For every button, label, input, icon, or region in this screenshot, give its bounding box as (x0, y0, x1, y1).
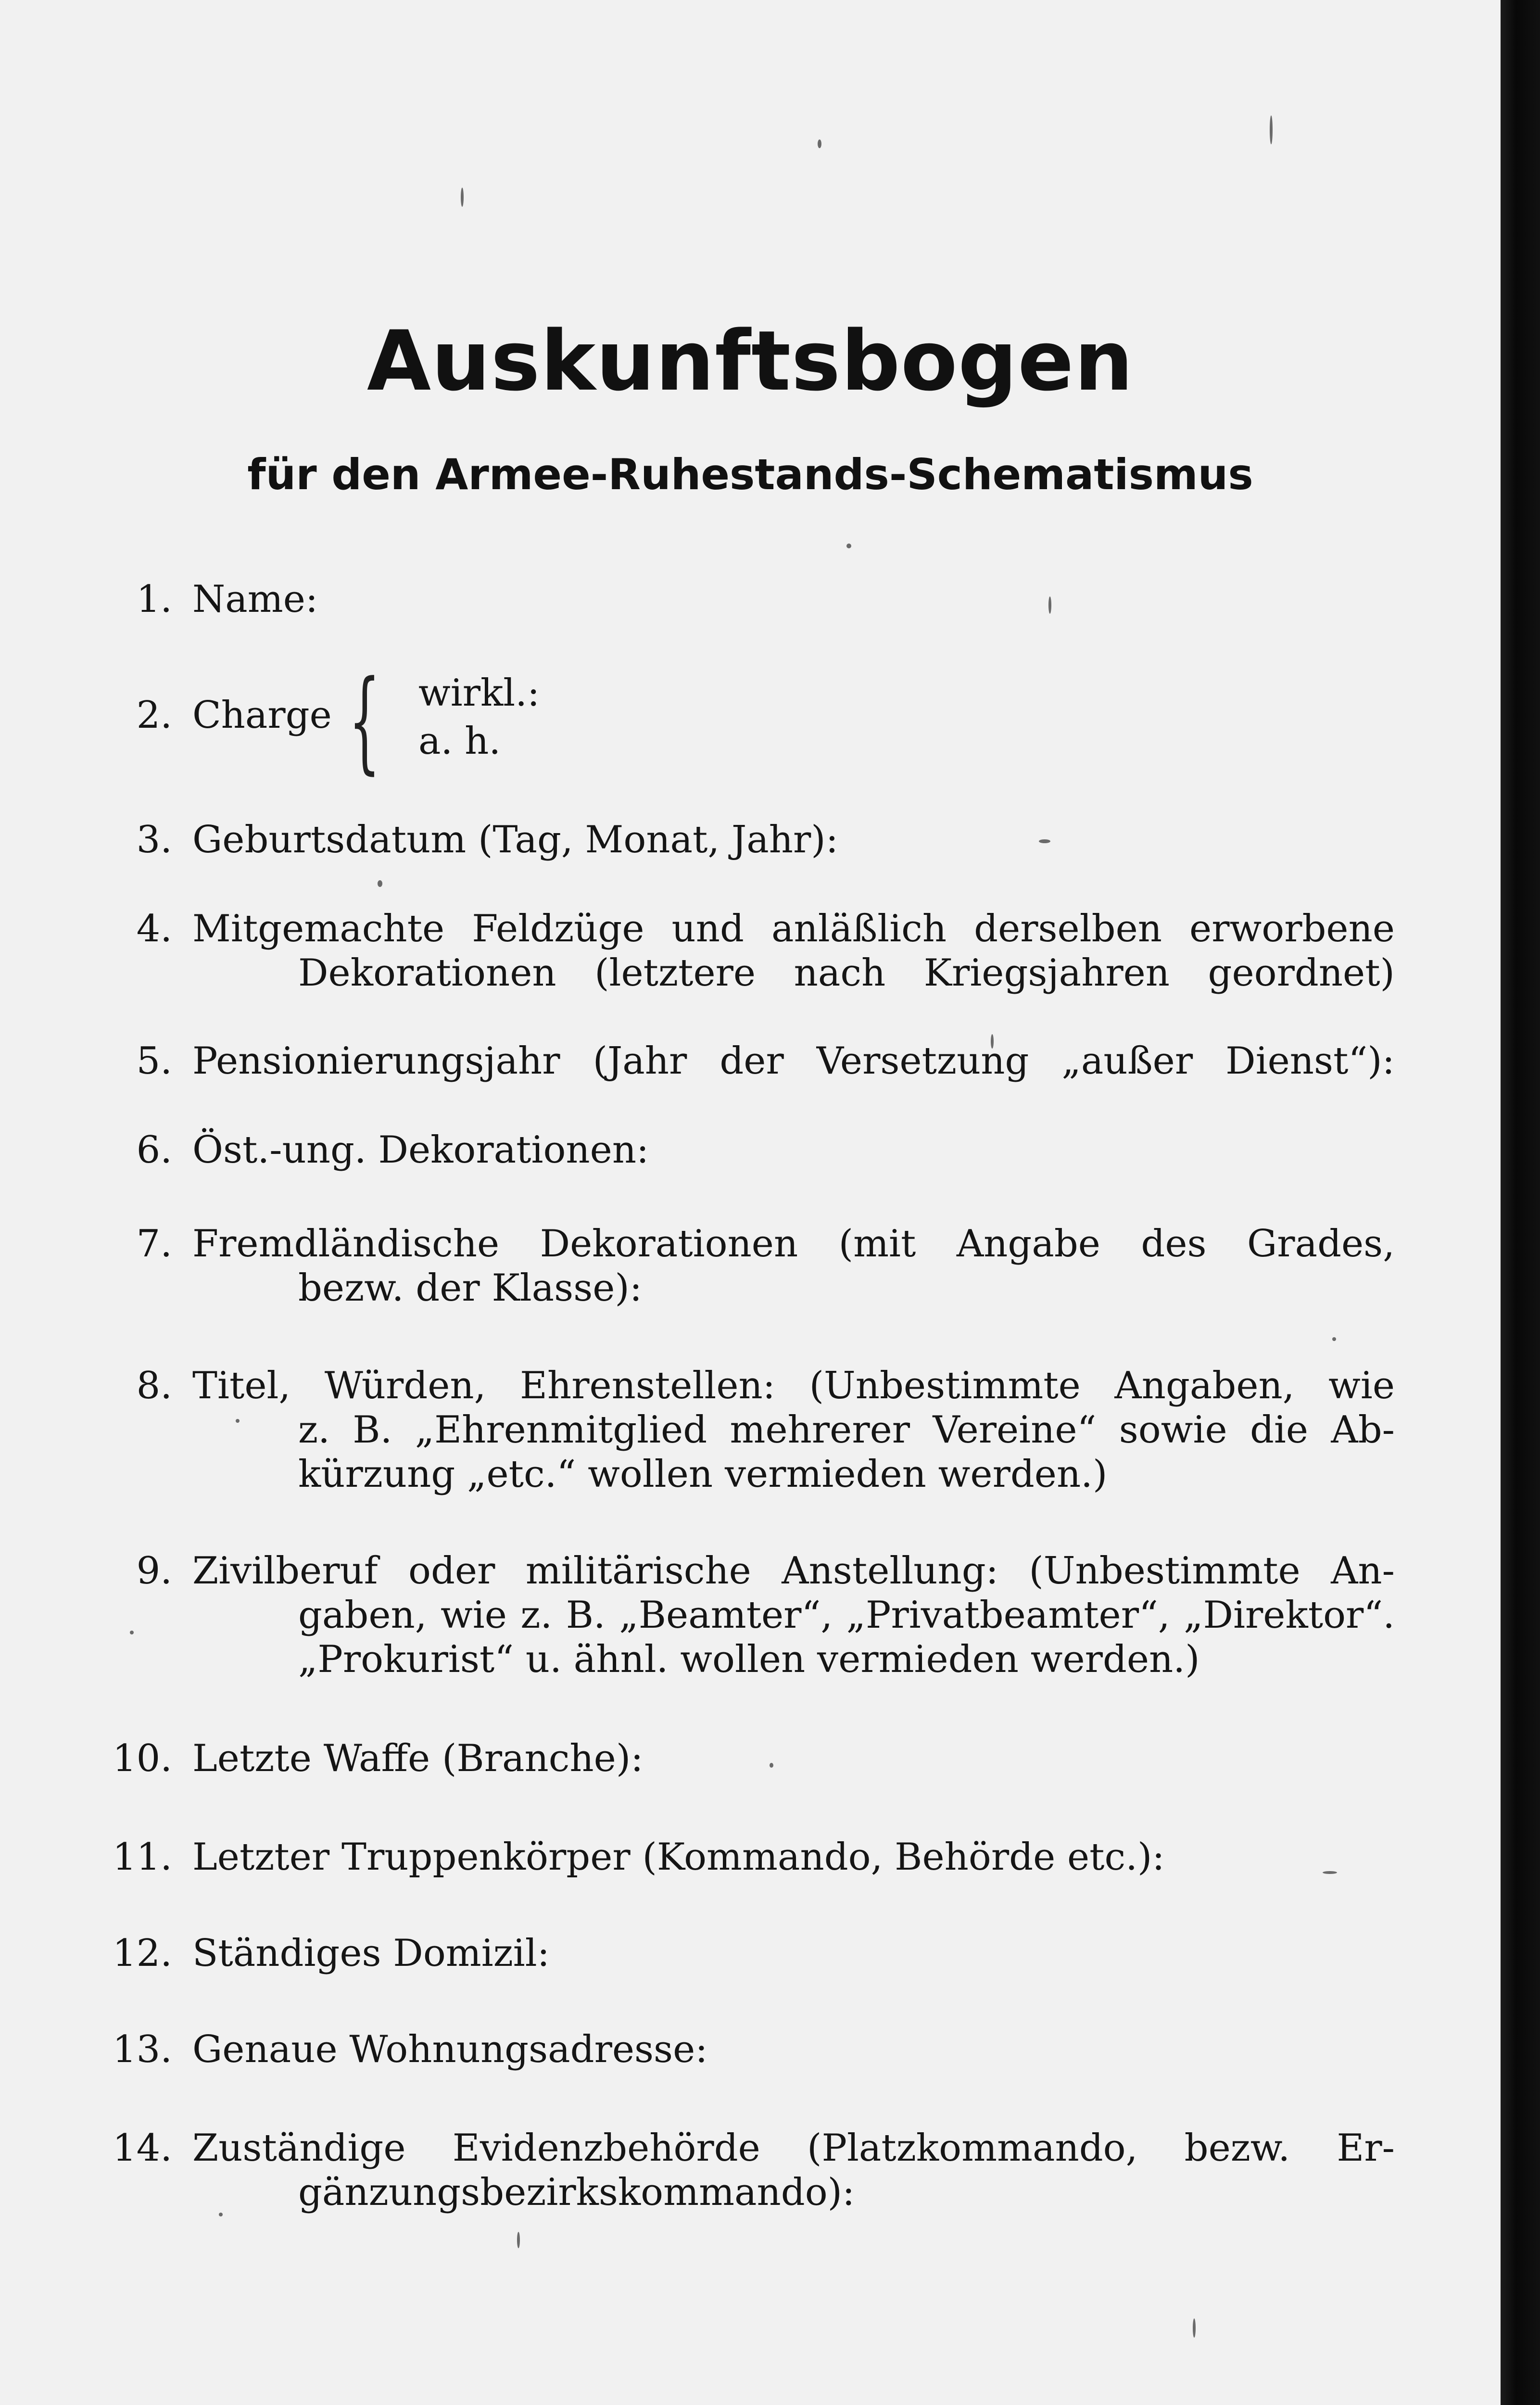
form-subtitle: für den Armee-Ruhestands-Schematismus (247, 450, 1253, 499)
item-text: Fremdländische Dekorationen (mit Angabe des Grades, (192, 1222, 1395, 1266)
scan-speck (1332, 1337, 1336, 1341)
item-text: gaben, wie z. B. „Beamter“, „Privatbeamter“, „Direktor“. (298, 1594, 1395, 1637)
item-number: 14. (112, 2127, 172, 2170)
scan-speck (130, 1631, 134, 1634)
form-title: Auskunftsbogen (366, 313, 1134, 409)
item-text: Geburtsdatum (Tag, Monat, Jahr): (192, 818, 838, 861)
brace-symbol: { (349, 657, 380, 785)
scan-dark-edge (1501, 0, 1540, 2405)
item-text: Zuständige Evidenzbehörde (Platzkommando, bezw. Er- (192, 2127, 1395, 2170)
item-number: 9. (136, 1549, 172, 1593)
item-number: 4. (136, 907, 172, 950)
scan-speck (846, 544, 851, 548)
scan-speck (1193, 2318, 1196, 2338)
charge-option-ah: a. h. (418, 720, 501, 763)
item-text: Ständiges Domizil: (192, 1932, 550, 1975)
scan-speck (517, 2232, 520, 2248)
item-text: Genaue Wohnungsadresse: (192, 2028, 708, 2071)
item-text: Öst.-ung. Dekorationen: (192, 1128, 649, 1172)
item-text: „Prokurist“ u. ähnl. wollen vermieden werden.) (298, 1638, 1200, 1681)
item-number: 5. (136, 1039, 172, 1083)
item-number: 6. (136, 1128, 172, 1172)
charge-option-wirkl: wirkl.: (418, 671, 540, 715)
item-text: Dekorationen (letztere nach Kriegsjahren geordnet) (298, 951, 1395, 995)
field-charge (106, 657, 1395, 785)
item-number: 3. (136, 818, 172, 861)
item-text: Titel, Würden, Ehrenstellen: (Unbestimmte Angaben, wie (192, 1364, 1395, 1407)
item-number: 12. (112, 1932, 172, 1975)
scan-speck (461, 188, 464, 207)
item-text: Pensionierungsjahr (Jahr der Versetzung „außer Dienst“): (192, 1039, 1395, 1083)
scan-speck (1270, 115, 1273, 144)
item-number: 13. (112, 2028, 172, 2071)
charge-label: Charge (192, 694, 332, 737)
item-text: Letzter Truppenkörper (Kommando, Behörde etc.): (192, 1835, 1165, 1879)
item-number: 1. (136, 578, 172, 621)
item-number: 8. (136, 1364, 172, 1407)
item-number: 2. (136, 694, 172, 737)
item-text: Mitgemachte Feldzüge und anläßlich derselben erworbene (192, 907, 1395, 950)
scan-speck (378, 880, 382, 887)
item-text: Name: (192, 578, 318, 621)
item-number: 11. (112, 1835, 172, 1879)
item-number: 7. (136, 1222, 172, 1266)
item-text: Zivilberuf oder militärische Anstellung: (Unbestimmte An- (192, 1549, 1395, 1593)
item-text: Letzte Waffe (Branche): (192, 1737, 644, 1780)
item-text: bezw. der Klasse): (298, 1266, 643, 1310)
item-number: 10. (112, 1737, 172, 1780)
item-text: gänzungsbezirkskommando): (298, 2171, 855, 2214)
scan-speck (818, 139, 821, 148)
item-text: z. B. „Ehrenmitglied mehrerer Vereine“ sowie die Ab- (298, 1408, 1395, 1452)
item-text: kürzung „etc.“ wollen vermieden werden.) (298, 1453, 1108, 1496)
